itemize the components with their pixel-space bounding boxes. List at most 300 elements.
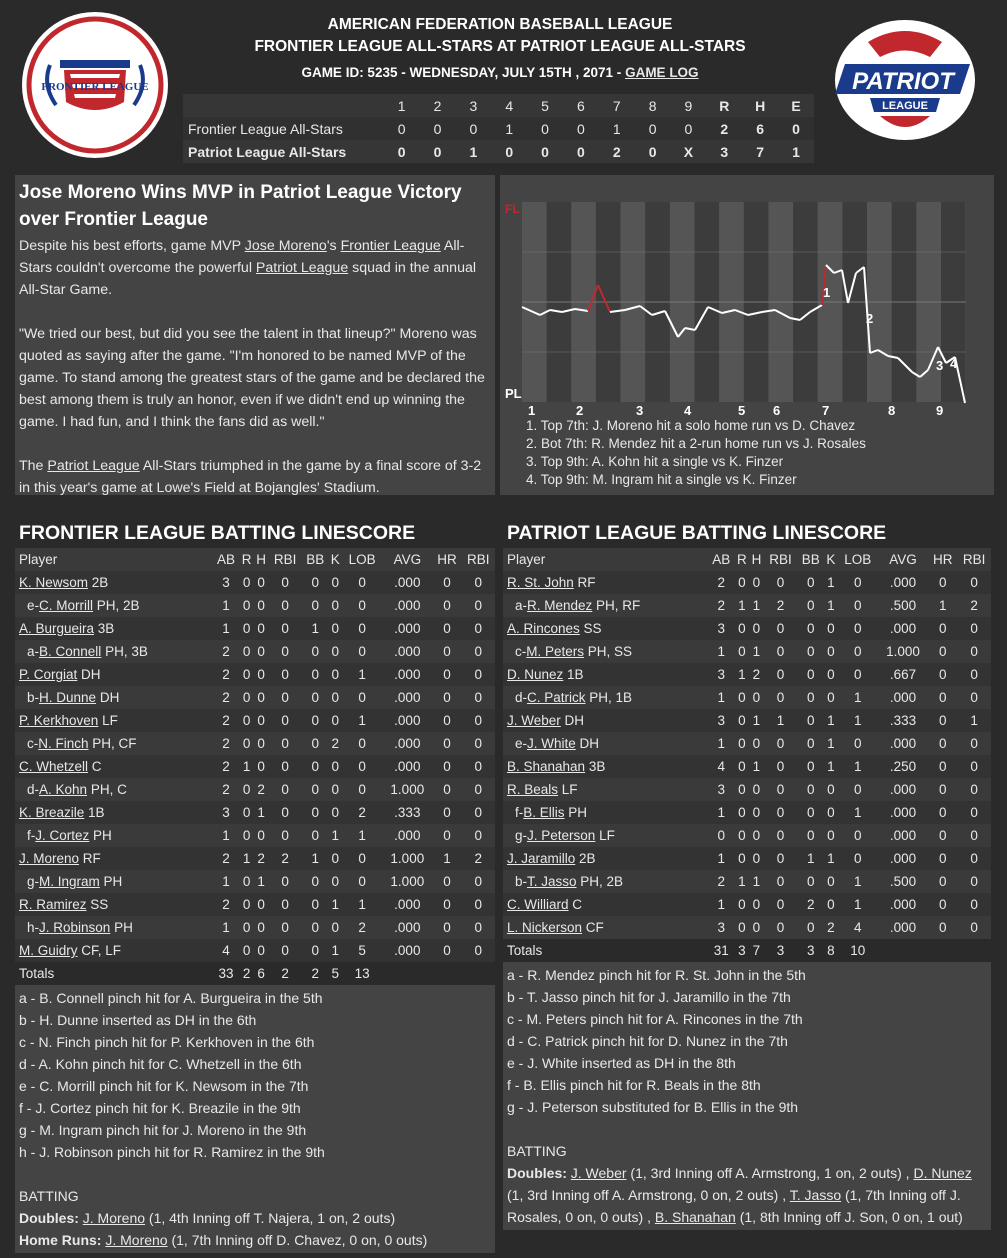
stat-cell: 1 xyxy=(939,598,947,613)
stat-cell: 0 xyxy=(257,736,265,751)
table-row: c-M. Peters PH, SS 1 0 1 0 0 0 0 1.000 0 0 xyxy=(503,640,991,663)
stat-cell: 1 xyxy=(752,759,761,774)
stat-cell: 1 xyxy=(970,713,978,728)
stat-cell: 0 xyxy=(242,828,251,843)
stat-cell: 0 xyxy=(853,575,862,590)
inning-label: 1 xyxy=(528,403,536,418)
stat-cell: 2 xyxy=(281,851,289,866)
total-cell: 5 xyxy=(331,966,340,981)
stat-cell: 0 xyxy=(939,805,947,820)
stat-cell: .000 xyxy=(889,575,917,590)
player-link[interactable]: P. Kerkhoven xyxy=(19,713,99,728)
player-link[interactable]: B. Shanahan xyxy=(507,759,586,774)
player-link[interactable]: C. Williard xyxy=(507,897,569,912)
player-link[interactable]: J. Cortez xyxy=(35,828,90,843)
player-link[interactable]: T. Jasso xyxy=(789,1187,842,1203)
column-header: HR xyxy=(437,552,457,567)
column-header: HR xyxy=(933,552,953,567)
stat-cell: 0 xyxy=(853,667,862,682)
column-header: K xyxy=(330,552,340,567)
stat-cell: 0 xyxy=(970,920,978,935)
stat-cell: 0 xyxy=(257,644,265,659)
player-link[interactable]: L. Nickerson xyxy=(507,920,583,935)
column-header: LOB xyxy=(348,552,376,567)
stat-cell: 0 xyxy=(443,690,451,705)
total-cell: Totals xyxy=(19,966,55,981)
stat-cell: 0 xyxy=(806,874,815,889)
stat-cell: 0 xyxy=(474,874,482,889)
stat-cell: 0 xyxy=(474,736,482,751)
stat-cell: 0 xyxy=(776,851,785,866)
stat-cell: 1 xyxy=(853,874,862,889)
stat-cell: 0 xyxy=(242,736,251,751)
stat-cell: 0 xyxy=(738,621,746,636)
stat-cell: 0 xyxy=(970,621,978,636)
stat-cell: .000 xyxy=(889,828,917,843)
stat-cell: 0 xyxy=(970,897,978,912)
stat-cell: 0 xyxy=(358,644,366,659)
stat-cell: 0 xyxy=(281,828,289,843)
stat-cell: 0 xyxy=(970,782,978,797)
player-link[interactable]: R. Beals xyxy=(507,782,559,797)
stat-cell: 0 xyxy=(806,598,815,613)
stat-cell: 0 xyxy=(474,598,482,613)
total-cell: 3 xyxy=(806,943,815,958)
player-link[interactable]: J. Moreno xyxy=(19,851,80,866)
stat-cell: 1 xyxy=(358,897,366,912)
stat-cell: 1 xyxy=(242,851,251,866)
stat-cell: 0 xyxy=(281,805,289,820)
stat-cell: 2 xyxy=(806,897,815,912)
patriot-batting-table xyxy=(503,548,991,962)
stat-cell: .000 xyxy=(394,897,421,912)
stat-cell: 0 xyxy=(827,897,835,912)
stat-cell: 0 xyxy=(281,759,289,774)
substitution-note: a - R. Mendez pinch hit for R. St. John in the 5th xyxy=(507,967,806,983)
stat-cell: 0 xyxy=(331,782,340,797)
stat-cell: 0 xyxy=(738,805,746,820)
stat-cell: 0 xyxy=(752,851,761,866)
stat-cell: 0 xyxy=(776,575,785,590)
player-link[interactable]: K. Newsom xyxy=(19,575,89,590)
stat-cell: 1.000 xyxy=(390,874,425,889)
frontier-batting-box xyxy=(15,518,495,1253)
table-row: f-B. Ellis PH 1 0 0 0 0 0 1 .000 0 0 xyxy=(503,801,991,824)
stat-cell: 0 xyxy=(311,759,319,774)
stat-cell: 4 xyxy=(717,759,725,774)
stat-cell: 4 xyxy=(222,943,230,958)
table-row: e-J. White DH 1 0 0 0 0 1 0 .000 0 0 xyxy=(503,732,991,755)
stat-cell: 0 xyxy=(331,920,340,935)
stat-cell: 0 xyxy=(474,644,482,659)
player-link[interactable]: H. Dunne xyxy=(39,690,97,705)
column-header: R xyxy=(737,552,747,567)
stat-cell: 0 xyxy=(358,782,366,797)
player-link[interactable]: R. St. John xyxy=(507,575,574,590)
total-cell: 2 xyxy=(242,966,251,981)
player-link[interactable]: M. Guidry xyxy=(19,943,78,958)
total-cell: 33 xyxy=(218,966,234,981)
stat-cell: 1 xyxy=(827,575,835,590)
stat-cell: 0 xyxy=(752,828,761,843)
stat-cell: 0 xyxy=(331,874,340,889)
pl-axis-label: PL xyxy=(505,386,522,401)
stat-cell: 0 xyxy=(358,874,366,889)
substitution-note: g - J. Peterson substituted for B. Ellis in the 9th xyxy=(507,1099,799,1115)
stat-cell: 0 xyxy=(242,690,251,705)
total-cell xyxy=(928,939,957,962)
player-link[interactable]: J. Moreno xyxy=(82,1210,146,1226)
stat-cell: 0 xyxy=(242,782,251,797)
totals-row xyxy=(15,962,495,985)
table-row: a-B. Connell PH, 3B 2 0 0 0 0 0 0 .000 0 0 xyxy=(15,640,495,663)
stat-cell: 0 xyxy=(281,598,289,613)
stat-cell: 0 xyxy=(281,736,289,751)
game-linescore xyxy=(183,94,814,163)
patriot-notes xyxy=(503,962,991,1230)
stat-cell: 2 xyxy=(776,598,785,613)
stat-cell: 0 xyxy=(311,805,319,820)
player-link[interactable]: C. Morrill xyxy=(39,598,94,613)
table-row: b-H. Dunne DH 2 0 0 0 0 0 0 .000 0 0 xyxy=(15,686,495,709)
stat-cell: 0 xyxy=(806,690,815,705)
stat-cell: 4 xyxy=(853,920,862,935)
stat-cell: .000 xyxy=(889,621,917,636)
stat-cell: 2 xyxy=(222,759,230,774)
linescore-header: 1 2 3 4 5 6 7 8 9 R H E xyxy=(183,94,814,117)
stat-cell: 1 xyxy=(222,621,230,636)
stat-cell: 1 xyxy=(717,690,725,705)
stat-cell: 3 xyxy=(222,575,230,590)
stat-cell: 0 xyxy=(970,759,978,774)
substitution-note: f - J. Cortez pinch hit for K. Breazile in the 9th xyxy=(19,1100,301,1116)
player-link[interactable]: M. Ingram xyxy=(39,874,100,889)
stat-cell: 2 xyxy=(717,598,725,613)
player-link[interactable]: R. Ramirez xyxy=(19,897,87,912)
stat-cell: 0 xyxy=(474,713,482,728)
stat-cell: 0 xyxy=(311,943,319,958)
stat-cell: 1 xyxy=(257,874,265,889)
stat-cell: 0 xyxy=(311,667,319,682)
stat-cell: 0 xyxy=(827,621,835,636)
game-id-text: GAME ID: 5235 - WEDNESDAY, JULY 15TH , 2071 - xyxy=(301,65,626,80)
player-link[interactable]: D. Nunez xyxy=(507,667,564,682)
stat-cell: 0 xyxy=(311,598,319,613)
table-row: J. Moreno RF 2 1 2 2 1 0 0 1.000 1 2 xyxy=(15,847,495,870)
stat-cell: 1 xyxy=(311,851,319,866)
stat-cell: 1 xyxy=(853,759,862,774)
stat-cell: 0 xyxy=(311,897,319,912)
stat-cell: .000 xyxy=(889,920,917,935)
player-link[interactable]: C. Patrick xyxy=(527,690,586,705)
stat-cell: 0 xyxy=(806,920,815,935)
stat-cell: 1 xyxy=(827,713,835,728)
stat-cell: 0 xyxy=(853,621,862,636)
total-cell xyxy=(382,962,432,985)
stat-cell: 2 xyxy=(752,667,761,682)
stat-cell: 2 xyxy=(222,713,230,728)
stat-cell: 0 xyxy=(257,759,265,774)
stat-cell: 1 xyxy=(222,920,230,935)
stat-cell: 0 xyxy=(443,782,451,797)
stat-cell: .000 xyxy=(394,690,421,705)
table-row: h-J. Robinson PH 1 0 0 0 0 0 2 .000 0 0 xyxy=(15,916,495,939)
stat-cell: 0 xyxy=(752,621,761,636)
stat-cell: 0 xyxy=(358,736,366,751)
stat-cell: 1 xyxy=(752,644,761,659)
stat-cell: 0 xyxy=(738,690,746,705)
stat-cell: 0 xyxy=(257,897,265,912)
column-header: Player xyxy=(507,552,546,567)
stat-cell: 2 xyxy=(970,598,978,613)
total-cell: 10 xyxy=(850,943,866,958)
player-link[interactable]: D. Nunez xyxy=(913,1165,972,1181)
player-link[interactable]: M. Peters xyxy=(526,644,585,659)
stat-cell: 0 xyxy=(331,851,340,866)
stat-cell: 0 xyxy=(827,644,835,659)
stat-cell: 0 xyxy=(970,667,978,682)
table-row: A. Burgueira 3B 1 0 0 0 1 0 0 .000 0 0 xyxy=(15,617,495,640)
stat-cell: 0 xyxy=(853,736,862,751)
stat-cell: 0 xyxy=(939,851,947,866)
stat-cell: 2 xyxy=(222,736,230,751)
stat-cell: 0 xyxy=(939,874,947,889)
doubles-line: Doubles: J. Moreno (1, 4th Inning off T. Najera, 1 on, 2 outs) xyxy=(19,1210,396,1226)
stat-cell: 0 xyxy=(443,667,451,682)
stat-cell: 0 xyxy=(331,575,340,590)
table-row: L. Nickerson CF 3 0 0 0 0 2 4 .000 0 0 xyxy=(503,916,991,939)
stat-cell: .000 xyxy=(394,575,421,590)
stat-cell: 0 xyxy=(358,851,366,866)
stat-cell: .667 xyxy=(889,667,917,682)
stat-cell: 2 xyxy=(222,851,230,866)
table-row: C. Williard C 1 0 0 0 2 0 1 .000 0 0 xyxy=(503,893,991,916)
story-paragraph-1: Despite his best efforts, game MVP Jose Moreno's Frontier League All-Stars couldn't overcome the powerful Patriot League squad in the annual All-Star Game. xyxy=(19,238,477,298)
inning-label: 3 xyxy=(636,403,644,418)
stat-cell: 1 xyxy=(827,851,835,866)
inning-label: 5 xyxy=(738,403,746,418)
stat-cell: 0 xyxy=(853,828,862,843)
column-header: Player xyxy=(19,552,58,567)
story-paragraph-3: The Patriot League All-Stars triumphed in the game by a final score of 3-2 in this year's game at Lowe's Field at Bojangles' Stadium. xyxy=(19,458,482,496)
player-link[interactable]: A. Rincones xyxy=(507,621,580,636)
table-row: f-J. Cortez PH 1 0 0 0 0 1 1 .000 0 0 xyxy=(15,824,495,847)
stat-cell: 0 xyxy=(806,713,815,728)
column-header: BB xyxy=(306,552,325,567)
stat-cell: 1 xyxy=(331,828,340,843)
stat-cell: 1 xyxy=(853,897,862,912)
stat-cell: 0 xyxy=(257,667,265,682)
stat-cell: 0 xyxy=(311,828,319,843)
stat-cell: 1 xyxy=(717,897,725,912)
substitution-note: a - B. Connell pinch hit for A. Burgueira in the 5th xyxy=(19,990,323,1006)
stat-cell: 0 xyxy=(806,805,815,820)
inning-label: 6 xyxy=(773,403,781,418)
player-link[interactable]: J. Robinson xyxy=(39,920,111,935)
column-header: RBI xyxy=(466,552,490,567)
column-header: H xyxy=(256,552,266,567)
player-link[interactable]: J. Weber xyxy=(570,1165,627,1181)
stat-cell: 0 xyxy=(827,690,835,705)
stat-cell: 0 xyxy=(776,920,785,935)
player-link[interactable]: C. Whetzell xyxy=(19,759,89,774)
stat-cell: 0 xyxy=(752,920,761,935)
stat-cell: 0 xyxy=(281,713,289,728)
substitution-note: e - J. White inserted as DH in the 8th xyxy=(507,1055,736,1071)
stat-cell: 2 xyxy=(331,736,340,751)
patriot-batting-box xyxy=(503,518,991,1230)
table-row: P. Kerkhoven LF 2 0 0 0 0 0 1 .000 0 0 xyxy=(15,709,495,732)
player-link[interactable]: B. Ellis xyxy=(523,805,565,820)
column-header: K xyxy=(826,552,836,567)
stat-cell: 1 xyxy=(222,874,230,889)
event-marker: 3 xyxy=(936,358,944,373)
stat-cell: 0 xyxy=(257,828,265,843)
total-cell xyxy=(878,939,928,962)
stat-cell: 0 xyxy=(752,782,761,797)
stat-cell: 0 xyxy=(331,598,340,613)
stat-cell: 0 xyxy=(358,690,366,705)
player-link[interactable]: B. Shanahan xyxy=(654,1209,736,1225)
player-link[interactable]: P. Corgiat xyxy=(19,667,78,682)
stat-cell: .000 xyxy=(394,759,421,774)
stat-cell: 0 xyxy=(281,943,289,958)
stat-cell: 0 xyxy=(474,943,482,958)
table-row: g-J. Peterson LF 0 0 0 0 0 0 0 .000 0 0 xyxy=(503,824,991,847)
stat-cell: 3 xyxy=(717,920,725,935)
player-link[interactable]: J. Jaramillo xyxy=(507,851,576,866)
stat-cell: 2 xyxy=(827,920,835,935)
stat-cell: 0 xyxy=(853,782,862,797)
column-header: BB xyxy=(801,552,820,567)
player-link[interactable]: B. Connell xyxy=(39,644,102,659)
stat-cell: 0 xyxy=(443,598,451,613)
stat-cell: 0 xyxy=(281,575,289,590)
total-cell: Totals xyxy=(507,943,543,958)
stat-cell: 2 xyxy=(358,805,366,820)
player-link[interactable]: A. Burgueira xyxy=(19,621,95,636)
stat-cell: 0 xyxy=(311,920,319,935)
stat-cell: 0 xyxy=(827,782,835,797)
stat-cell: 0 xyxy=(358,759,366,774)
table-row: a-R. Mendez PH, RF 2 1 1 2 0 1 0 .500 1 2 xyxy=(503,594,991,617)
table-row: P. Corgiat DH 2 0 0 0 0 0 1 .000 0 0 xyxy=(15,663,495,686)
stat-cell: 1 xyxy=(717,805,725,820)
player-link[interactable]: Jose Moreno xyxy=(244,238,327,254)
story-paragraph-2: "We tried our best, but did you see the talent in that lineup?" Moreno was quoted as saying after the game. "I'm honored to be named MVP of the game. To stand among the greatest stars of the game and be declared the best among them is truly an honor, even if we didn't end up winning the game. I had fun, and I think the fans did as well." xyxy=(19,326,485,430)
stat-cell: 0 xyxy=(311,782,319,797)
stat-cell: 1 xyxy=(311,621,319,636)
stat-cell: .000 xyxy=(394,713,421,728)
team-link[interactable]: Frontier League xyxy=(340,238,441,254)
table-row: B. Shanahan 3B 4 0 1 0 0 1 1 .250 0 0 xyxy=(503,755,991,778)
stat-cell: 0 xyxy=(970,851,978,866)
svg-text:LEAGUE: LEAGUE xyxy=(882,100,928,112)
stat-cell: 0 xyxy=(970,575,978,590)
chart-captions xyxy=(526,417,866,489)
player-link[interactable]: N. Finch xyxy=(38,736,89,751)
stat-cell: 0 xyxy=(474,782,482,797)
stat-cell: 1 xyxy=(776,713,785,728)
stat-cell: 0 xyxy=(939,782,947,797)
event-marker: 2 xyxy=(866,311,874,326)
stat-cell: 3 xyxy=(717,621,725,636)
stat-cell: .000 xyxy=(889,690,917,705)
total-cell: 31 xyxy=(713,943,729,958)
player-link[interactable]: J. Moreno xyxy=(105,1232,168,1248)
stat-cell: .333 xyxy=(394,805,421,820)
stat-cell: 0 xyxy=(776,782,785,797)
stat-cell: 0 xyxy=(257,713,265,728)
stat-cell: 0 xyxy=(443,713,451,728)
substitution-note: d - C. Patrick pinch hit for D. Nunez in the 7th xyxy=(507,1033,788,1049)
table-row: c-N. Finch PH, CF 2 0 0 0 0 2 0 .000 0 0 xyxy=(15,732,495,755)
stat-cell: 3 xyxy=(717,713,725,728)
stat-cell: 0 xyxy=(443,920,451,935)
stat-cell: 0 xyxy=(281,621,289,636)
column-header: LOB xyxy=(844,552,872,567)
player-link[interactable]: T. Jasso xyxy=(527,874,577,889)
box-title: FRONTIER LEAGUE BATTING LINESCORE xyxy=(15,518,495,548)
stat-cell: 0 xyxy=(281,874,289,889)
stat-cell: 0 xyxy=(331,667,340,682)
stat-cell: 0 xyxy=(717,828,725,843)
stat-cell: 0 xyxy=(331,690,340,705)
stat-cell: 2 xyxy=(222,897,230,912)
team-link[interactable]: Patriot League xyxy=(255,260,349,276)
caption: 1. Top 7th: J. Moreno hit a solo home run vs D. Chavez xyxy=(526,418,856,433)
substitution-note: c - N. Finch pinch hit for P. Kerkhoven in the 6th xyxy=(19,1034,315,1050)
stat-cell: 0 xyxy=(443,621,451,636)
player-link[interactable]: J. Weber xyxy=(507,713,561,728)
total-cell xyxy=(432,962,461,985)
stat-cell: 1.000 xyxy=(390,782,425,797)
stat-cell: .000 xyxy=(394,621,421,636)
total-cell: 7 xyxy=(752,943,761,958)
player-link[interactable]: J. White xyxy=(527,736,576,751)
stat-cell: 0 xyxy=(257,598,265,613)
table-row: J. Weber DH 3 0 1 1 0 1 1 .333 0 1 xyxy=(503,709,991,732)
stat-cell: 2 xyxy=(257,851,265,866)
stat-cell: 0 xyxy=(738,851,746,866)
game-log-link[interactable]: GAME LOG xyxy=(625,65,699,80)
stat-cell: 0 xyxy=(853,598,862,613)
stat-cell: 0 xyxy=(806,828,815,843)
player-link[interactable]: R. Mendez xyxy=(527,598,593,613)
doubles-line: Doubles: J. Weber (1, 3rd Inning off A. Armstrong, 1 on, 2 outs) , D. Nunez (1, 3rd Inning off A. Armstrong, 0 on, 2 outs) , T. Jasso (1, 7th Inning off J. Rosales, 0 on, 0 outs) , B. Shanahan (1, 8th Inning off J. Son, 0 on, 1 out) xyxy=(507,1165,972,1225)
player-link[interactable]: J. Peterson xyxy=(527,828,596,843)
stat-cell: .333 xyxy=(889,713,917,728)
stat-cell: 0 xyxy=(752,736,761,751)
total-cell: 2 xyxy=(281,966,289,981)
substitution-note: e - C. Morrill pinch hit for K. Newsom in the 7th xyxy=(19,1078,309,1094)
stat-cell: 0 xyxy=(970,690,978,705)
stat-cell: 0 xyxy=(827,828,835,843)
linescore-row-home: Patriot League All-Stars 0 0 1 0 0 0 2 0 X 3 7 1 xyxy=(183,140,814,163)
stat-cell: .000 xyxy=(394,736,421,751)
stat-cell: 1 xyxy=(827,736,835,751)
stat-cell: 0 xyxy=(939,621,947,636)
stat-cell: 0 xyxy=(806,736,815,751)
player-link[interactable]: K. Breazile xyxy=(19,805,85,820)
stat-cell: 0 xyxy=(311,874,319,889)
column-header: RBI xyxy=(273,552,297,567)
stat-cell: 0 xyxy=(443,644,451,659)
player-link[interactable]: A. Kohn xyxy=(39,782,88,797)
team-link[interactable]: Patriot League xyxy=(47,458,140,474)
stat-cell: 0 xyxy=(281,644,289,659)
substitution-note: b - T. Jasso pinch hit for J. Jaramillo in the 7th xyxy=(507,989,791,1005)
